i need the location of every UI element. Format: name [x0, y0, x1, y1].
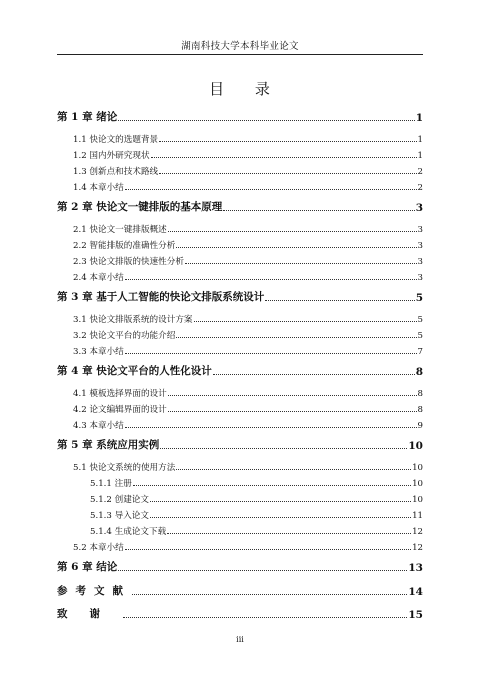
toc-dot-leader: [125, 548, 411, 550]
toc-entry-page: 8: [415, 366, 423, 378]
toc-dot-leader: [133, 484, 411, 486]
toc-entry[interactable]: [57, 147, 423, 161]
toc-entry-label: 1.1 快论文的选题背景: [73, 135, 159, 145]
toc-entry-label: 1.2 国内外研究现状: [73, 151, 150, 161]
toc-entry-page: 3: [417, 257, 423, 267]
toc-entry[interactable]: [57, 163, 423, 177]
toc-dot-leader: [132, 593, 407, 595]
toc-entry-label: 3.3 本章小结: [73, 347, 124, 357]
toc-entry[interactable]: [57, 438, 423, 452]
toc-entry-page: 12: [412, 543, 423, 553]
toc-dot-leader: [159, 140, 416, 142]
toc-entry-label: 5.1.2 创建论文: [90, 495, 149, 505]
toc-entry[interactable]: [57, 607, 423, 621]
toc-entry-label: 4.3 本章小结: [73, 421, 124, 431]
toc-entry-page: 1: [417, 151, 423, 161]
toc-entry[interactable]: [57, 253, 423, 267]
page-number: iii: [236, 635, 244, 644]
toc-entry-label: 第 4 章 快论文平台的人性化设计: [57, 365, 212, 377]
toc-dot-leader: [176, 246, 416, 248]
toc-entry-page: 5: [417, 315, 423, 325]
toc-title-left: 目: [209, 80, 226, 98]
toc-entry-page: 11: [412, 511, 423, 521]
toc-entry-page: 12: [412, 527, 423, 537]
toc-entry-page: 10: [412, 479, 423, 489]
toc-title: [0, 78, 480, 99]
toc-entry-label: 4.1 模板选择界面的设计: [73, 389, 167, 399]
toc-entry-page: 2: [417, 167, 423, 177]
toc-dot-leader: [125, 188, 417, 190]
toc-dot-leader: [151, 156, 417, 158]
toc-entry[interactable]: [57, 523, 423, 537]
toc-entry[interactable]: [57, 179, 423, 193]
toc-entry-label: 3.1 快论文排版系统的设计方案: [73, 315, 193, 325]
toc-entry-page: 5: [415, 292, 423, 304]
toc-entry[interactable]: [57, 491, 423, 505]
toc-entry[interactable]: [57, 110, 423, 124]
toc-entry-label: 第 6 章 结论: [57, 561, 118, 573]
toc-entry-label: 2.1 快论文一键排版概述: [73, 225, 167, 235]
toc-dot-leader: [176, 468, 411, 470]
toc-entry[interactable]: [57, 385, 423, 399]
toc-dot-leader: [150, 500, 411, 502]
toc-dot-leader: [125, 426, 417, 428]
toc-dot-leader: [123, 616, 407, 618]
toc-entry-label: 5.1.1 注册: [90, 479, 132, 489]
toc-entry[interactable]: [57, 459, 423, 473]
toc-dot-leader: [167, 532, 411, 534]
toc-entry-page: 15: [408, 609, 423, 621]
toc-entry[interactable]: [57, 290, 423, 304]
toc-entry-page: 7: [417, 347, 423, 357]
toc-entry[interactable]: [57, 131, 423, 145]
toc-entry-label: 第 2 章 快论文一键排版的基本原理: [57, 201, 223, 213]
toc-entry-label: 5.1.4 生成论文下载: [90, 527, 167, 537]
toc-entry[interactable]: [57, 311, 423, 325]
toc-dot-leader: [125, 278, 417, 280]
toc-entry-label: 第 1 章 绪论: [57, 111, 118, 123]
toc-entry-label: 2.3 快论文排版的快速性分析: [73, 257, 184, 267]
toc-dot-leader: [160, 447, 407, 449]
toc-entry[interactable]: [57, 364, 423, 378]
toc-dot-leader: [168, 394, 417, 396]
toc-entry-label: 1.3 创新点和技术路线: [73, 167, 159, 177]
toc-entry-page: 2: [417, 183, 423, 193]
toc-entry-page: 3: [417, 225, 423, 235]
toc-dot-leader: [223, 209, 414, 211]
toc-dot-leader: [159, 172, 416, 174]
toc-entry[interactable]: [57, 237, 423, 251]
toc-entry-label: 5.1 快论文系统的使用方法: [73, 463, 176, 473]
toc-entry[interactable]: [57, 539, 423, 553]
toc-entry[interactable]: [57, 269, 423, 283]
toc-dot-leader: [213, 373, 415, 375]
toc-entry-label: 5.2 本章小结: [73, 543, 124, 553]
toc-dot-leader: [125, 352, 417, 354]
toc-dot-leader: [176, 336, 416, 338]
toc-dot-leader: [185, 262, 417, 264]
toc-entry-label: 致谢: [57, 608, 122, 620]
toc-entry-label: 2.2 智能排版的准确性分析: [73, 241, 176, 251]
toc-entry[interactable]: [57, 507, 423, 521]
toc-dot-leader: [118, 569, 407, 571]
toc-entry-page: 3: [417, 273, 423, 283]
toc-entry-page: 8: [417, 389, 423, 399]
header-rule: [57, 54, 423, 55]
toc-entry-label: 5.1.3 导入论文: [90, 511, 149, 521]
toc-entry-page: 10: [412, 463, 423, 473]
toc-dot-leader: [118, 119, 414, 121]
toc-entry[interactable]: [57, 401, 423, 415]
toc-entry-label: 第 5 章 系统应用实例: [57, 439, 160, 451]
page-header: 湖南科技大学本科毕业论文: [181, 41, 299, 52]
toc-entry-label: 3.2 快论文平台的功能介绍: [73, 331, 176, 341]
toc-entry[interactable]: [57, 475, 423, 489]
toc-entry-page: 8: [417, 405, 423, 415]
toc-entry-label: 2.4 本章小结: [73, 273, 124, 283]
toc-entry-page: 5: [417, 331, 423, 341]
toc-dot-leader: [168, 410, 417, 412]
toc-entry-page: 1: [417, 135, 423, 145]
toc-dot-leader: [150, 516, 411, 518]
toc-entry-page: 3: [415, 202, 423, 214]
toc-entry-page: 14: [408, 586, 423, 598]
toc-entry-page: 9: [417, 421, 423, 431]
toc-entry[interactable]: [57, 327, 423, 341]
toc-entry-label: 第 3 章 基于人工智能的快论文排版系统设计: [57, 291, 265, 303]
toc-entry[interactable]: [57, 560, 423, 574]
toc-entry-label: 参考文献: [57, 585, 131, 597]
toc-entry-page: 3: [417, 241, 423, 251]
toc-entry[interactable]: [57, 417, 423, 431]
toc-entry-label: 4.2 论文编辑界面的设计: [73, 405, 167, 415]
toc-entry[interactable]: [57, 200, 423, 214]
toc-entry-page: 1: [415, 112, 423, 124]
toc-entry-page: 10: [408, 440, 423, 452]
toc-dot-leader: [194, 320, 417, 322]
toc-entry[interactable]: [57, 584, 423, 598]
toc-dot-leader: [168, 230, 417, 232]
toc-entry[interactable]: [57, 221, 423, 235]
toc-entry-label: 1.4 本章小结: [73, 183, 124, 193]
toc-entry[interactable]: [57, 343, 423, 357]
toc-entry-page: 13: [408, 562, 423, 574]
toc-dot-leader: [265, 299, 414, 301]
toc-entry-page: 10: [412, 495, 423, 505]
toc-title-right: 录: [254, 80, 271, 98]
